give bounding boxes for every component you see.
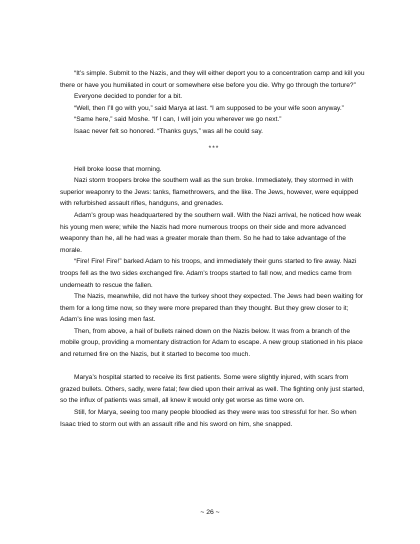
paragraph: Still, for Marya, seeing too many people bloodied as they were was too stressful for her. So when Isaac tried to storm out with an assault rifle and his sword on him, she snapped. — [60, 409, 357, 428]
scene-break: *** — [208, 144, 220, 152]
paragraph: “Well, then I’ll go with you,” said Marya at last. “I am supposed to be your wife soon anyway.” — [74, 104, 344, 112]
section-three — [60, 372, 368, 430]
paragraph: The Nazis, meanwhile, did not have the turkey shoot they expected. The Jews had been waiting for them for a long time now, so they were more prepared than they thought. But they grew closer to it; Adam’s line was losing men fast. — [60, 293, 364, 324]
paragraph: Adam’s group was headquartered by the southern wall. With the Nazi arrival, he noticed how weak his young men were; while the Nazis had more numerous troops on their side and more advanced weaponry than he, all he had was a greater morale than them. So he had to take advantage of the morale. — [60, 211, 362, 254]
paragraph: Everyone decided to ponder for a bit. — [74, 93, 183, 101]
paragraph: Then, from above, a hail of bullets rained down on the Nazis below. It was from a branch of the mobile group, providing a momentary distraction for Adam to escape. A new group stationed in his place and returned fire on the Nazis, but it started to become too much. — [60, 327, 363, 359]
body-text — [60, 68, 368, 430]
paragraph: Nazi storm troopers broke the southern wall as the sun broke. Immediately, they stormed in with superior weaponry to the Jews: tanks, flamethrowers, and the like. The Jews, however, were equipped with refurbished assault rifles, handguns, and grenades. — [60, 177, 359, 208]
paragraph-gap — [60, 361, 368, 373]
page-number: ~ 26 ~ — [200, 509, 220, 516]
paragraph: Hell broke loose that morning. — [74, 165, 162, 173]
section-one — [60, 68, 368, 138]
section-two — [60, 164, 368, 361]
paragraph: “Fire! Fire! Fire!” barked Adam to his troops, and immediately their guns started to fire away. Nazi troops fell as the two sides exchanged fire. Adam’s troops started to fall now, and medics came from underneath to rescue the fallen. — [60, 258, 357, 289]
paragraph: “Same here,” said Moshe. “If I can, I will join you wherever we go next.” — [74, 116, 282, 124]
paragraph: “It’s simple. Submit to the Nazis, and they will either deport you to a concentration camp and kill you there or have you humiliated in court or somewhere else before you die. Why go through the torture?” — [60, 70, 365, 89]
paragraph: Isaac never felt so honored. “Thanks guys,” was all he could say. — [74, 127, 263, 135]
paragraph: Marya’s hospital started to receive its first patients. Some were slightly injured, with scars from grazed bullets. Others, sadly, were fatal; few died upon their arrival as well. The fighting only just started, so the influx of patients was small, all knew it would only get worse as time wore on. — [60, 374, 365, 405]
